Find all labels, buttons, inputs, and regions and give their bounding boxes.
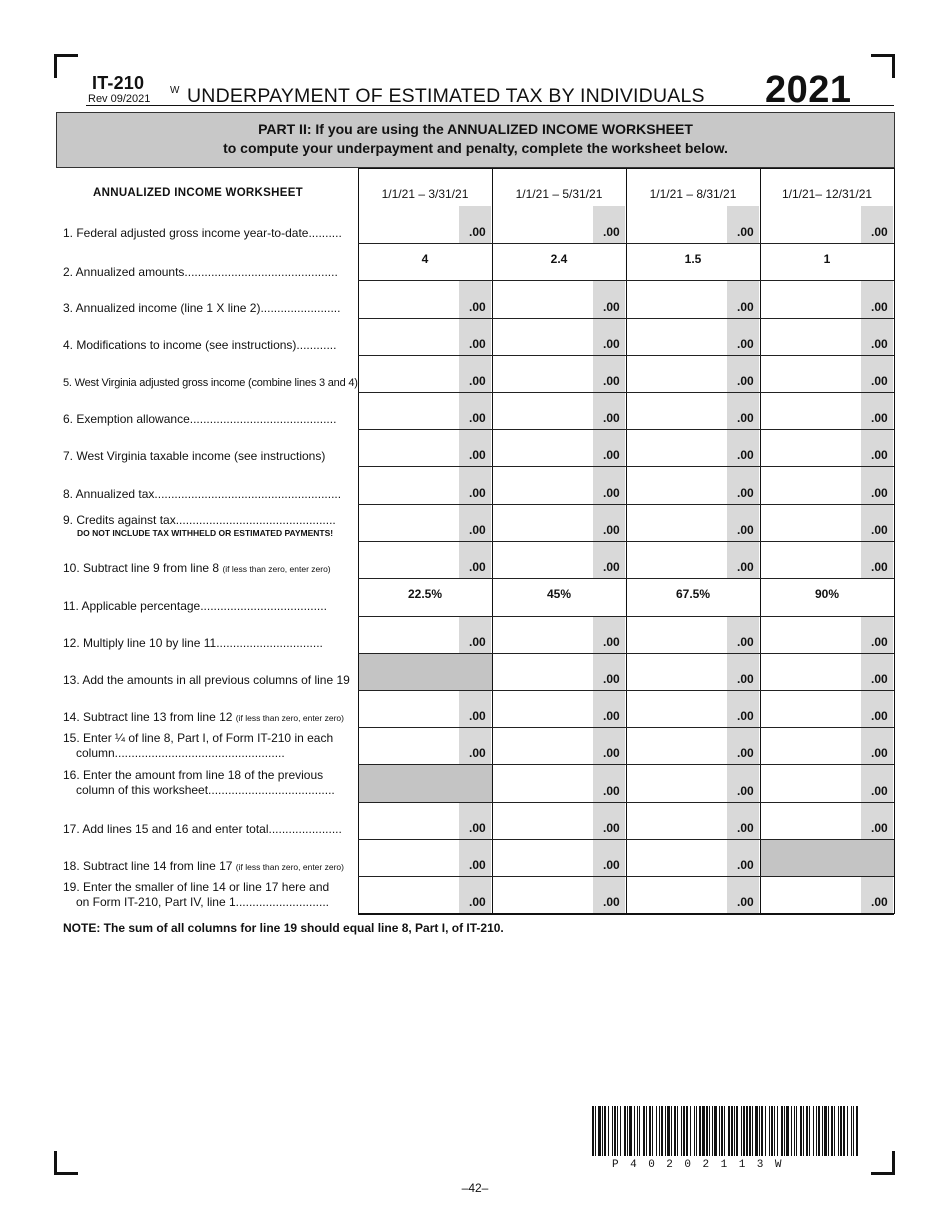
amount-field-line-14[interactable] xyxy=(493,691,593,727)
cents-label: .00 xyxy=(603,709,620,723)
line-18-note: (if less than zero, enter zero) xyxy=(235,862,344,872)
cents-label: .00 xyxy=(603,560,620,574)
line-4-label xyxy=(63,338,353,353)
cents-label: .00 xyxy=(469,635,486,649)
row-divider xyxy=(358,243,894,244)
line-17-text: 17. Add lines 15 and 16 and enter total...................... xyxy=(63,822,342,836)
cents-label: .00 xyxy=(737,486,754,500)
line-18-text: 18. Subtract line 14 from line 17 xyxy=(63,859,233,873)
cents-label: .00 xyxy=(737,448,754,462)
line-8-label xyxy=(63,487,353,502)
amount-field-line-3[interactable] xyxy=(761,281,861,318)
cents-label: .00 xyxy=(737,337,754,351)
w-mark: W xyxy=(170,85,180,96)
line-15-text-cont: column................................................... xyxy=(76,746,285,760)
cents-label: .00 xyxy=(871,821,888,835)
barcode-bar xyxy=(791,1106,792,1156)
barcode-bar xyxy=(671,1106,672,1156)
barcode-bar xyxy=(777,1106,778,1156)
page-number: –42– xyxy=(461,1181,489,1195)
line-11-label xyxy=(63,599,353,614)
barcode-bar xyxy=(620,1106,621,1156)
cents-label: .00 xyxy=(469,448,486,462)
cents-label: .00 xyxy=(737,374,754,388)
cents-label: .00 xyxy=(469,746,486,760)
na-cell-line-18 xyxy=(761,840,894,876)
fixed-value-line-11: 90% xyxy=(814,587,840,601)
barcode-bar xyxy=(734,1106,735,1156)
line-6-text: 6. Exemption allowance............................................ xyxy=(63,412,337,426)
line-16-text-cont: column of this worksheet...................................... xyxy=(76,783,335,797)
cents-label: .00 xyxy=(603,337,620,351)
amount-field-line-12[interactable] xyxy=(493,617,593,653)
line-7-label xyxy=(63,449,353,464)
cents-label: .00 xyxy=(603,523,620,537)
line-10-note: (if less than zero, enter zero) xyxy=(222,564,331,574)
cents-label: .00 xyxy=(737,895,754,909)
cents-label: .00 xyxy=(469,225,486,239)
cents-label: .00 xyxy=(737,411,754,425)
row-divider xyxy=(358,578,894,579)
barcode-bar xyxy=(759,1106,760,1156)
line-12-text: 12. Multiply line 10 by line 11................................ xyxy=(63,636,323,650)
barcode-bar xyxy=(674,1106,676,1156)
cents-label: .00 xyxy=(871,784,888,798)
amount-field-line-18[interactable] xyxy=(493,840,593,876)
amount-field-line-4[interactable] xyxy=(627,319,727,355)
amount-field-line-17[interactable] xyxy=(627,803,727,839)
amount-field-line-8[interactable] xyxy=(359,467,459,504)
barcode-bar xyxy=(661,1106,663,1156)
line-9-label xyxy=(63,513,353,538)
barcode-bar xyxy=(665,1106,666,1156)
barcode-bar xyxy=(843,1106,845,1156)
barcode-bar xyxy=(822,1106,823,1156)
line-1-label xyxy=(63,226,353,241)
tax-year: 2021 xyxy=(765,69,852,111)
barcode-bar xyxy=(724,1106,725,1156)
barcode-bar xyxy=(749,1106,751,1156)
crop-mark-top-left xyxy=(54,54,78,78)
column-header-1: 1/1/21 – 3/31/21 xyxy=(381,187,469,201)
amount-field-line-10[interactable] xyxy=(761,542,861,578)
line-3-text: 3. Annualized income (line 1 X line 2)........................ xyxy=(63,301,341,315)
barcode-bar xyxy=(721,1106,723,1156)
amount-field-line-1[interactable] xyxy=(761,206,861,243)
amount-field-line-12[interactable] xyxy=(627,617,727,653)
cents-label: .00 xyxy=(737,635,754,649)
cents-label: .00 xyxy=(603,486,620,500)
cents-label: .00 xyxy=(737,784,754,798)
barcode-bar xyxy=(690,1106,691,1156)
barcode-bar xyxy=(809,1106,810,1156)
grid-bottom-rule xyxy=(358,913,894,915)
amount-field-line-15[interactable] xyxy=(761,728,861,764)
amount-field-line-4[interactable] xyxy=(493,319,593,355)
amount-field-line-16[interactable] xyxy=(627,765,727,802)
cents-label: .00 xyxy=(871,411,888,425)
barcode-bar xyxy=(649,1106,651,1156)
amount-field-line-15[interactable] xyxy=(359,728,459,764)
grid-column-divider xyxy=(894,168,895,914)
amount-field-line-17[interactable] xyxy=(761,803,861,839)
barcode-bar xyxy=(627,1106,628,1156)
barcode-bar xyxy=(847,1106,848,1156)
barcode-bar xyxy=(624,1106,626,1156)
crop-mark-bottom-left xyxy=(54,1151,78,1175)
barcode-bar xyxy=(652,1106,653,1156)
cents-label: .00 xyxy=(737,560,754,574)
barcode-bar xyxy=(818,1106,820,1156)
line-18-label xyxy=(63,859,353,875)
cents-label: .00 xyxy=(603,448,620,462)
cents-label: .00 xyxy=(737,709,754,723)
barcode-bar xyxy=(706,1106,708,1156)
cents-label: .00 xyxy=(603,411,620,425)
amount-field-line-9[interactable] xyxy=(493,505,593,541)
barcode-bar xyxy=(755,1106,758,1156)
amount-field-line-7[interactable] xyxy=(627,430,727,466)
cents-label: .00 xyxy=(737,523,754,537)
cents-label: .00 xyxy=(603,374,620,388)
amount-field-line-10[interactable] xyxy=(359,542,459,578)
cents-label: .00 xyxy=(469,523,486,537)
amount-field-line-5[interactable] xyxy=(627,356,727,392)
barcode-bar xyxy=(656,1106,657,1156)
barcode-bar xyxy=(702,1106,705,1156)
barcode-bar xyxy=(856,1106,858,1156)
fixed-value-line-2: 2.4 xyxy=(550,252,568,266)
barcode-bar xyxy=(736,1106,738,1156)
cents-label: .00 xyxy=(603,225,620,239)
form-revision: Rev 09/2021 xyxy=(88,93,151,105)
part-ii-subtitle: to compute your underpayment and penalty, complete the worksheet below. xyxy=(223,140,728,156)
amount-field-line-13[interactable] xyxy=(627,654,727,690)
barcode-bar xyxy=(612,1106,613,1156)
line-10-label xyxy=(63,561,353,577)
line-3-label xyxy=(63,301,353,316)
amount-field-line-3[interactable] xyxy=(359,281,459,318)
amount-field-line-1[interactable] xyxy=(627,206,727,243)
amount-field-line-17[interactable] xyxy=(493,803,593,839)
barcode-bar xyxy=(752,1106,753,1156)
barcode-bar xyxy=(637,1106,638,1156)
line-10-text: 10. Subtract line 9 from line 8 xyxy=(63,561,220,575)
barcode-bar xyxy=(719,1106,720,1156)
cents-label: .00 xyxy=(603,300,620,314)
amount-field-line-9[interactable] xyxy=(627,505,727,541)
cents-label: .00 xyxy=(603,672,620,686)
form-code: IT-210 xyxy=(92,73,145,93)
barcode-bar xyxy=(614,1106,616,1156)
cents-label: .00 xyxy=(871,523,888,537)
barcode-bar xyxy=(696,1106,697,1156)
barcode-bar xyxy=(681,1106,682,1156)
barcode-bar xyxy=(629,1106,632,1156)
amount-field-line-18[interactable] xyxy=(359,840,459,876)
barcode-bar xyxy=(794,1106,795,1156)
barcode-bar xyxy=(800,1106,802,1156)
amount-field-line-4[interactable] xyxy=(761,319,861,355)
amount-field-line-13[interactable] xyxy=(761,654,861,690)
barcode-bar xyxy=(834,1106,835,1156)
line-14-note: (if less than zero, enter zero) xyxy=(235,713,344,723)
cents-label: .00 xyxy=(469,821,486,835)
cents-label: .00 xyxy=(737,858,754,872)
amount-field-line-6[interactable] xyxy=(359,393,459,429)
cents-label: .00 xyxy=(737,746,754,760)
amount-field-line-6[interactable] xyxy=(627,393,727,429)
line-13-label xyxy=(63,673,353,688)
cents-label: .00 xyxy=(871,895,888,909)
line-19-label xyxy=(63,880,353,910)
cents-label: .00 xyxy=(469,300,486,314)
amount-field-line-17[interactable] xyxy=(359,803,459,839)
barcode-bar xyxy=(769,1106,770,1156)
amount-field-line-19[interactable] xyxy=(761,877,861,913)
cents-label: .00 xyxy=(469,560,486,574)
barcode-bar xyxy=(617,1106,618,1156)
amount-field-line-14[interactable] xyxy=(627,691,727,727)
form-title: UNDERPAYMENT OF ESTIMATED TAX BY INDIVIDUALS xyxy=(187,85,705,107)
cents-label: .00 xyxy=(469,337,486,351)
barcode-bar xyxy=(595,1106,596,1156)
line-15-text: 15. Enter ¼ of line 8, Part I, of Form IT-210 in each xyxy=(63,731,334,745)
cents-label: .00 xyxy=(871,672,888,686)
barcode-bar xyxy=(765,1106,766,1156)
amount-field-line-9[interactable] xyxy=(761,505,861,541)
barcode-bar xyxy=(709,1106,710,1156)
barcode-bar xyxy=(699,1106,701,1156)
line-14-text: 14. Subtract line 13 from line 12 xyxy=(63,710,233,724)
worksheet-heading: ANNUALIZED INCOME WORKSHEET xyxy=(93,187,303,199)
cents-label: .00 xyxy=(603,746,620,760)
cents-label: .00 xyxy=(737,672,754,686)
line-5-label xyxy=(63,375,358,391)
line-7-text: 7. West Virginia taxable income (see instructions) xyxy=(63,449,326,463)
cents-label: .00 xyxy=(603,784,620,798)
line-9-text: 9. Credits against tax................................................ xyxy=(63,513,336,527)
barcode-bar xyxy=(824,1106,827,1156)
worksheet-note: NOTE: The sum of all columns for line 19 should equal line 8, Part I, of IT-210. xyxy=(63,921,504,935)
barcode-bar xyxy=(677,1106,678,1156)
amount-field-line-5[interactable] xyxy=(761,356,861,392)
column-header-2: 1/1/21 – 5/31/21 xyxy=(515,187,603,201)
barcode-bar xyxy=(786,1106,789,1156)
amount-field-line-16[interactable] xyxy=(493,765,593,802)
cents-label: .00 xyxy=(871,374,888,388)
cents-label: .00 xyxy=(871,486,888,500)
barcode-text: P40202113W xyxy=(612,1159,794,1171)
amount-field-line-5[interactable] xyxy=(493,356,593,392)
na-cell-line-16 xyxy=(359,765,492,802)
part-ii-banner xyxy=(56,112,895,168)
barcode-bar xyxy=(608,1106,609,1156)
line-1-text: 1. Federal adjusted gross income year-to-date.......... xyxy=(63,226,342,240)
barcode-bar xyxy=(851,1106,852,1156)
amount-field-line-6[interactable] xyxy=(761,393,861,429)
barcode-bar xyxy=(746,1106,748,1156)
crop-mark-top-right xyxy=(871,54,895,78)
barcode-bar xyxy=(731,1106,733,1156)
line-15-label xyxy=(63,731,353,761)
line-14-label xyxy=(63,710,353,726)
amount-field-line-5[interactable] xyxy=(359,356,459,392)
cents-label: .00 xyxy=(871,225,888,239)
amount-field-line-1[interactable] xyxy=(359,206,459,243)
cents-label: .00 xyxy=(469,709,486,723)
cents-label: .00 xyxy=(469,486,486,500)
cents-label: .00 xyxy=(871,709,888,723)
barcode-bar xyxy=(813,1106,814,1156)
amount-field-line-1[interactable] xyxy=(493,206,593,243)
line-6-label xyxy=(63,412,353,427)
line-2-label xyxy=(63,265,353,280)
barcode-bar xyxy=(712,1106,713,1156)
amount-field-line-14[interactable] xyxy=(761,691,861,727)
amount-field-line-7[interactable] xyxy=(359,430,459,466)
barcode-bar xyxy=(796,1106,797,1156)
cents-label: .00 xyxy=(469,411,486,425)
amount-field-line-8[interactable] xyxy=(627,467,727,504)
barcode-bar xyxy=(803,1106,804,1156)
barcode-bar xyxy=(741,1106,742,1156)
line-2-text: 2. Annualized amounts.............................................. xyxy=(63,265,338,279)
barcode-bar xyxy=(639,1106,640,1156)
amount-field-line-12[interactable] xyxy=(359,617,459,653)
barcode-bar xyxy=(604,1106,606,1156)
barcode-bar xyxy=(634,1106,635,1156)
amount-field-line-19[interactable] xyxy=(359,877,459,913)
amount-field-line-15[interactable] xyxy=(627,728,727,764)
amount-field-line-19[interactable] xyxy=(493,877,593,913)
barcode-bar xyxy=(781,1106,783,1156)
barcode-bar xyxy=(683,1106,685,1156)
column-header-4: 1/1/21– 12/31/21 xyxy=(781,187,873,201)
cents-label: .00 xyxy=(603,821,620,835)
line-19-text: 19. Enter the smaller of line 14 or line 17 here and xyxy=(63,880,330,894)
barcode-bar xyxy=(667,1106,670,1156)
barcode-bar xyxy=(816,1106,817,1156)
amount-field-line-3[interactable] xyxy=(493,281,593,318)
fixed-value-line-2: 4 xyxy=(421,252,429,266)
fixed-value-line-11: 67.5% xyxy=(675,587,711,601)
amount-field-line-3[interactable] xyxy=(627,281,727,318)
amount-field-line-6[interactable] xyxy=(493,393,593,429)
line-11-text: 11. Applicable percentage...................................... xyxy=(63,599,327,613)
barcode-bar xyxy=(761,1106,763,1156)
line-4-text: 4. Modifications to income (see instructions)............ xyxy=(63,338,337,352)
barcode-bar xyxy=(643,1106,645,1156)
line-8-text: 8. Annualized tax........................................................ xyxy=(63,487,342,501)
barcode-bar xyxy=(592,1106,594,1156)
barcode-bar xyxy=(831,1106,833,1156)
barcode-bar xyxy=(828,1106,829,1156)
cents-label: .00 xyxy=(871,300,888,314)
amount-field-line-19[interactable] xyxy=(627,877,727,913)
cents-label: .00 xyxy=(871,448,888,462)
line-17-label xyxy=(63,822,353,837)
header-rule xyxy=(86,105,894,106)
cents-label: .00 xyxy=(603,858,620,872)
na-cell-line-13 xyxy=(359,654,492,690)
cents-label: .00 xyxy=(469,374,486,388)
amount-field-line-15[interactable] xyxy=(493,728,593,764)
fixed-value-line-11: 45% xyxy=(546,587,572,601)
cents-label: .00 xyxy=(737,821,754,835)
fixed-value-line-2: 1.5 xyxy=(684,252,702,266)
amount-field-line-8[interactable] xyxy=(761,467,861,504)
line-9-warning: DO NOT INCLUDE TAX WITHHELD OR ESTIMATED PAYMENTS! xyxy=(77,528,334,538)
amount-field-line-9[interactable] xyxy=(359,505,459,541)
barcode-bar xyxy=(840,1106,842,1156)
amount-field-line-7[interactable] xyxy=(761,430,861,466)
line-19-text-cont: on Form IT-210, Part IV, line 1............................ xyxy=(76,895,329,909)
amount-field-line-13[interactable] xyxy=(493,654,593,690)
barcode-bar xyxy=(784,1106,785,1156)
barcode-bar xyxy=(686,1106,688,1156)
line-5-text: 5. West Virginia adjusted gross income (combine lines 3 and 4) xyxy=(63,377,358,389)
barcode-bar xyxy=(774,1106,775,1156)
barcode-bar xyxy=(838,1106,839,1156)
fixed-value-line-2: 1 xyxy=(823,252,831,266)
barcode-bar xyxy=(853,1106,854,1156)
cents-label: .00 xyxy=(737,300,754,314)
cents-label: .00 xyxy=(603,895,620,909)
barcode xyxy=(592,1106,859,1156)
amount-field-line-4[interactable] xyxy=(359,319,459,355)
cents-label: .00 xyxy=(469,895,486,909)
cents-label: .00 xyxy=(871,635,888,649)
part-ii-title: PART II: If you are using the ANNUALIZED INCOME WORKSHEET xyxy=(258,121,693,137)
cents-label: .00 xyxy=(871,560,888,574)
barcode-bar xyxy=(598,1106,601,1156)
barcode-bar xyxy=(646,1106,647,1156)
cents-label: .00 xyxy=(871,746,888,760)
column-header-3: 1/1/21 – 8/31/21 xyxy=(649,187,737,201)
barcode-bar xyxy=(743,1106,745,1156)
cents-label: .00 xyxy=(871,337,888,351)
amount-field-line-10[interactable] xyxy=(493,542,593,578)
barcode-bar xyxy=(714,1106,717,1156)
barcode-bar xyxy=(694,1106,695,1156)
barcode-bar xyxy=(806,1106,808,1156)
cents-label: .00 xyxy=(603,635,620,649)
cents-label: .00 xyxy=(737,225,754,239)
line-16-label xyxy=(63,768,353,798)
amount-field-line-7[interactable] xyxy=(493,430,593,466)
barcode-bar xyxy=(771,1106,773,1156)
line-16-text: 16. Enter the amount from line 18 of the previous xyxy=(63,768,324,782)
crop-mark-bottom-right xyxy=(871,1151,895,1175)
fixed-value-line-11: 22.5% xyxy=(407,587,443,601)
line-12-label xyxy=(63,636,353,651)
amount-field-line-12[interactable] xyxy=(761,617,861,653)
amount-field-line-16[interactable] xyxy=(761,765,861,802)
amount-field-line-18[interactable] xyxy=(627,840,727,876)
amount-field-line-8[interactable] xyxy=(493,467,593,504)
barcode-bar xyxy=(602,1106,603,1156)
amount-field-line-10[interactable] xyxy=(627,542,727,578)
barcode-bar xyxy=(659,1106,660,1156)
barcode-bar xyxy=(728,1106,730,1156)
line-13-text: 13. Add the amounts in all previous columns of line 19 xyxy=(63,673,350,687)
amount-field-line-14[interactable] xyxy=(359,691,459,727)
cents-label: .00 xyxy=(469,858,486,872)
